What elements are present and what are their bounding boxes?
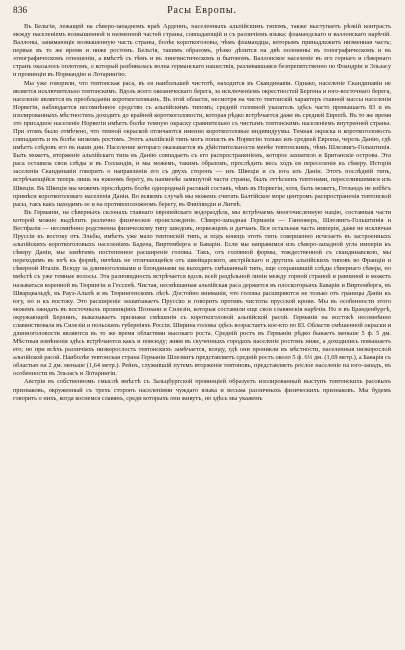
paragraph-belgium: Въ Бельгіи, лежащей на сѣверо-западномъ краѣ Арденнъ, населенныхъ альпійскимъ типомъ, также выступаетъ рѣзкій контрастъ между населеніемъ возвышенной и низменной частей страны, совпадающій и съ различіемъ языка: фламандскаго и валлонскаго нарѣчій. Валлоны, занимающіе возвышенную часть страны, болѣе короткоголовы, чѣмъ фламандцы, которымъ принадлежитъ низменная часть; первые въ то же время и ниже ростомъ. Бельгія, такимъ образомъ, рѣзко дѣлится на двѣ половины въ топографическомъ и въ этнографическомъ отношеніи, а вмѣстѣ съ тѣмъ и въ лингвистическомъ и бытовомъ. Валлонское населеніе въ его горнаго и сѣвернаго странъ оказалось оплотомъ, о который разбивалась волна германскаго нашествія, разливавшаяся безпрепятственно по Фландріи и Эльзасу и провинціи въ Нормандію и Лотарингію.	[13, 23, 391, 79]
paragraph-germany: Въ Германіи, на сѣверныхъ склонахъ главнаго европейскаго водораздѣла, мы встрѣчаемъ многочисленную націю, составныя части которой можно выдѣлить различно физическое происхожденіе. Сѣверо-западная Германія — Ганноверъ, Шлезвигъ-Гольштинія и Вестфалія — несомнѣнно родственна физическому типу шведовъ, норвежцевъ и датчанъ. Вся остальная часть имперіи, даже не исключая Пруссіи къ востоку отъ Эльбы, имѣетъ уже мало тевтонскій типъ, и подъ конецъ этотъ типъ совершенно исчезаетъ въ застроенныхъ альпійскихъ короткоголовыхъ населеніяхъ Бадена, Виртемберга и Баваріи. Если мы направимся изъ сѣверо-западной угла имперіи къ сѣверу Даніи, мы замѣтимъ постепенное расширеніе головы. Такъ, отъ головной формы, тождественной съ скандинавскою, мы переходимъ въ югѣ къ формѣ, ничѣмъ не отличающейся отъ швейцарского, австрійскаго и другихъ альпійскихъ типовъ во Франціи и сѣверной Италіи. Всюду за длинноголовыми и блондинами на выходитъ смѣшанный типъ, еще сохранившій слѣды сѣвернаго сѣвера, но вмѣстѣ съ уже темные волосы. Эта разновидность встрѣчается вдоль всей раздѣльной линіи между горной страной и равниной и можетъ называться коренной въ Тюрингіи и Гессенѣ. Чистая, несмѣшанная альпійская раса держится въ плоскогорьяхъ Баваріи и Виртемберга, въ Шварцвальдѣ, въ Рауэ-Альпѣ и въ Тюрингенскомъ лѣсѣ. Достойно вниманія, что головы расширяются не только отъ границы Даніи къ югу, но и къ востоку. Это расширеніе захватываетъ Пруссію и говоритъ противъ чистоты прусской крови. Мы въ особенности этого можемъ ожидать въ восточныхъ провинціяхъ Познани и Силезіи, которыя составили еще свои славянскія нарѣчія. Но и въ Бранденбургѣ, окружающей Берлинъ, выказываетъ признаки смѣшенія съ короткоголовой альпійской расой. Германія на востокѣ несомнѣнно славянствовала въ Силезіи и польскихъ губерніяхъ Россіи. Ширина головы здѣсь возрастаетъ кое-кто по 83. Области смѣшенной окраски и длинноголовости являются въ то же время областями высокаго роста. Средній ростъ въ Германіи рѣдко бываетъ меньше 5 ф. 5 дм. Мѣстныя измѣненія здѣсь встрѣчаются какъ и повсюду; живя въ скученныхъ городахъ населеніе ростомъ ниже, а доходились повышаетъ его; но при всѣхъ различіяхъ низкорослость тевтонскихъ замѣчается, всюду, гдѣ они проникли въ мѣстности, населенныя низкорослой альпійской расой. Наиболѣе тевтонская страна Германіи Шлезвигъ представляетъ средній ростъ около 5 ф. 6⅓ дм. (1,69 метр.), а Баварія съ областью на 2 дм. меньше (1,64 метр.). Рейнъ, служившій путемъ вторженія тевтоновъ, представляетъ рослое населеніе на юго-западъ, въ особенности въ Эльзасъ и Лотарингіи.	[13, 208, 391, 378]
running-title: Расы Европы.	[167, 5, 237, 16]
paragraph-austria: Австрія въ собственномъ смыслѣ вмѣстѣ съ Зальцбургской провинціей образуетъ изолированный выступъ тевтонскихъ расовыхъ признаковъ, окруженный съ трехъ сторонъ населеніями чуждаго языка и весьма различныхъ физическихъ признаковъ. Мы будемъ говорить о нихъ, когда коснемся славянъ, среди которыхъ они живутъ, но здѣсь мы укажемъ	[13, 378, 391, 402]
paragraph-scandinavia: Мы уже говорили, что тевтонская раса, въ ея наибольшей чистотѣ, находится въ Скандинавіи. Однако, населеніе Скандинавіи не является исключительно тевтонскимъ. Вдоль всего океаническаго берега, за исключеніемъ окрестностей Бергена и юго-восточнаго берега, населеніе является въ преобладаніи короткоголовымъ. Въ этой области, несмотря на чисто тевтонскій характеръ главной массы населенія Норвегіи, наблюдается несомнѣнное сродство съ альпійскимъ типомъ; средній головной указатель здѣсь часто превышаетъ 83 и въ изолированныхъ мѣстностяхъ доходитъ до крайней короткоголовости, которая рѣдко встрѣчается даже въ средней Европѣ. Въ то же время это присадное населеніе Норвегіи имѣетъ болѣе темную окраску сравнительно съ чистымъ тевтонскимъ населеніемъ внутренней страны. При этомъ было отмѣчено, что темной окраской отличаются именно короткоголовые индивидуумы. Темная окраска и короткоголовость совпадаютъ и въ болѣе низкомъ ростомъ. Этотъ альпійскій типъ могъ попасть въ Норвегію только изъ средней Европы, черезъ Данію, гдѣ имѣетъ слѣдовъ его въ наши дни. Население котораго оказывается въ дѣйствительности менѣе тевтонскимъ, чѣмъ Шлезвигъ-Гольштинія. Быть можетъ, вторженіе альпійскаго типа въ Данію совпадаетъ съ его распространеніемъ, которое захватило и Британскіе острова. Эта раса оставила свои слѣды и въ Голландіи, и мы можемъ, такимъ образомъ, прослѣдить весь ходъ ея переселенія къ сѣверу. Исторія заселенія Скандинавіи говоритъ о направленіи его съ двухъ сторонъ — изъ Швеціи и съ юга изъ Даніи. Этотъ послѣдній типъ, встрѣчающійся теперь лишь на южномъ берегу, въ наименѣе замкнутой части страны, былъ оттѣсненъ тевтонами, переселившимися изъ Швеціи. Въ Швеціи мы можемъ прослѣдить болѣе однородный расовый составъ, чѣмъ въ Норвегіи, хотя, быть можетъ, Готландъ не избѣгъ примѣси короткоголоваго населенія Даніи. Во всякомъ случаѣ мы можемъ считать Балтійское море центромъ распространенія тевтонской расы, такъ какъ находимъ ее и на противоположномъ берегу, въ Финляндіи и Литвѣ.	[13, 79, 391, 208]
body-text	[13, 23, 391, 403]
page-number: 836	[13, 6, 28, 16]
page-header	[13, 5, 391, 19]
